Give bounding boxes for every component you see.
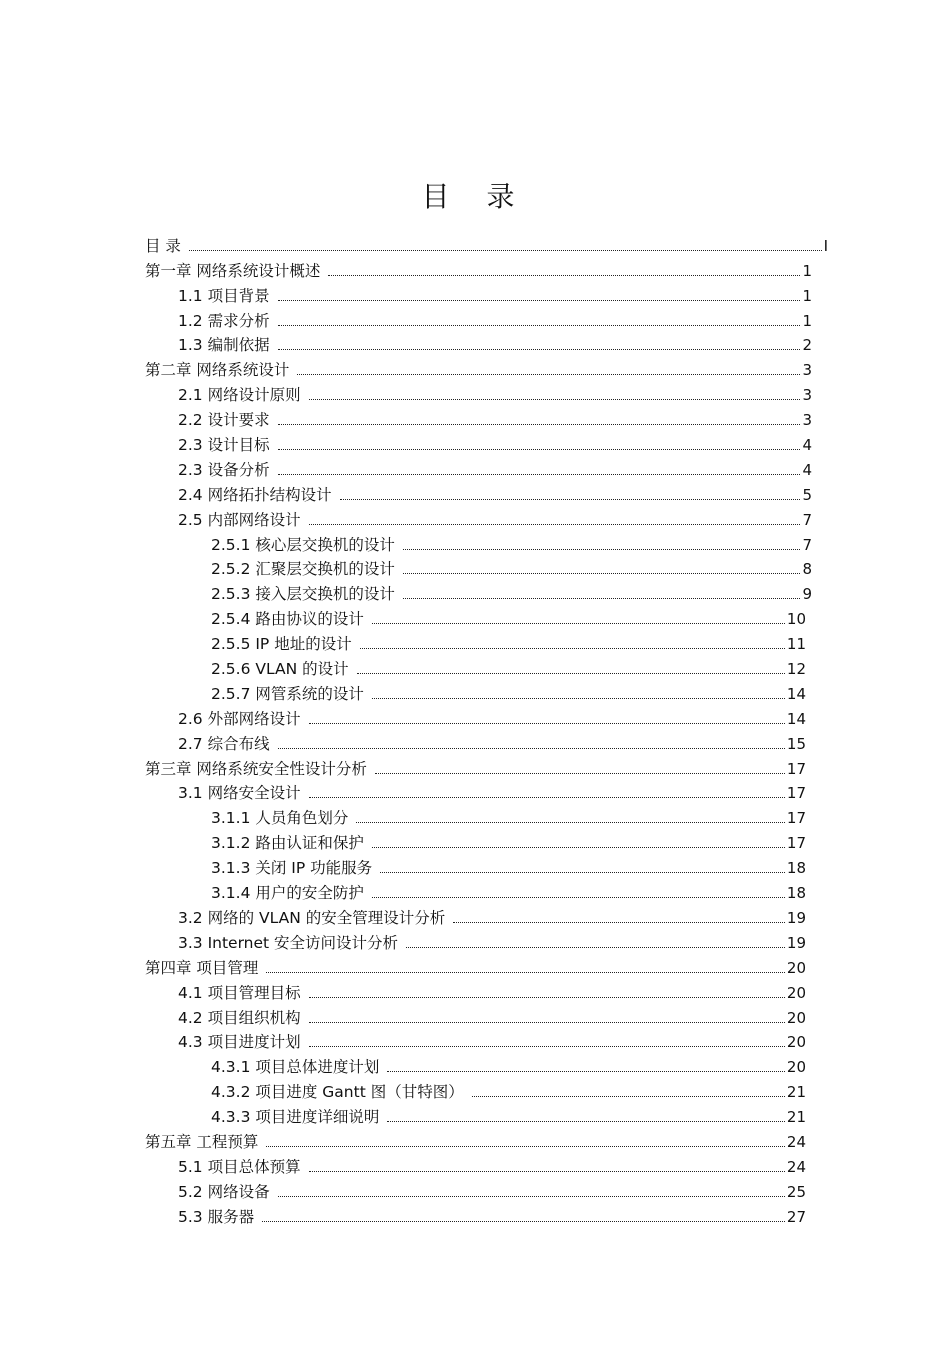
dot-leader — [406, 947, 785, 948]
toc-entry-label: 3.2 网络的 VLAN 的安全管理设计分析 — [178, 908, 446, 927]
toc-entry-page-number: I — [823, 236, 828, 255]
toc-entry-label: 3.1.3 关闭 IP 功能服务 — [211, 859, 373, 878]
toc-entry[interactable] — [211, 604, 806, 629]
dot-leader — [266, 1146, 784, 1147]
toc-entry-label: 目 录 — [145, 236, 181, 255]
toc-entry-page-number: 20 — [786, 1058, 806, 1077]
dot-leader — [278, 424, 801, 425]
toc-entry-label: 2.5.2 汇聚层交换机的设计 — [211, 560, 395, 579]
toc-entry[interactable] — [211, 654, 806, 679]
toc-entry-page-number: 1 — [802, 286, 812, 305]
dot-leader — [278, 300, 801, 301]
toc-entry-label: 4.2 项目组织机构 — [178, 1008, 301, 1027]
page-title: 目 录 — [421, 179, 529, 213]
dot-leader — [357, 673, 785, 674]
dot-leader — [297, 374, 800, 375]
toc-entry-label: 第五章 工程预算 — [145, 1132, 259, 1151]
toc-entry[interactable] — [178, 430, 812, 455]
dot-leader — [387, 1071, 785, 1072]
toc-entry-page-number: 14 — [786, 684, 806, 703]
toc-entry-page-number: 11 — [786, 635, 806, 654]
toc-entry-label: 3.1.4 用户的安全防护 — [211, 884, 364, 903]
toc-entry-label: 2.5.1 核心层交换机的设计 — [211, 535, 395, 554]
toc-entry-label: 5.1 项目总体预算 — [178, 1157, 301, 1176]
toc-entry[interactable] — [178, 1177, 806, 1202]
toc-entry[interactable] — [178, 928, 806, 953]
toc-entry[interactable] — [178, 978, 806, 1003]
toc-entry-page-number: 1 — [802, 311, 812, 330]
toc-entry-label: 第四章 项目管理 — [145, 958, 259, 977]
dot-leader — [340, 499, 801, 500]
toc-entry-page-number: 19 — [786, 908, 806, 927]
dot-leader — [356, 822, 785, 823]
toc-entry-page-number: 12 — [786, 660, 806, 679]
toc-entry-page-number: 9 — [802, 585, 812, 604]
toc-entry-label: 4.3.2 项目进度 Gantt 图（甘特图） — [211, 1083, 464, 1102]
toc-entry-label: 2.5.5 IP 地址的设计 — [211, 635, 352, 654]
toc-entry[interactable] — [178, 455, 812, 480]
toc-entry[interactable] — [178, 903, 806, 928]
dot-leader — [387, 1121, 785, 1122]
toc-entry-label: 2.3 设备分析 — [178, 460, 270, 479]
toc-entry-page-number: 17 — [786, 784, 806, 803]
toc-entry[interactable] — [178, 1003, 806, 1028]
toc-entry[interactable] — [211, 1077, 806, 1102]
toc-entry-page-number: 3 — [802, 411, 812, 430]
toc-entry[interactable] — [211, 828, 806, 853]
toc-entry-page-number: 20 — [786, 983, 806, 1002]
toc-entry-label: 3.1.2 路由认证和保护 — [211, 834, 364, 853]
table-of-contents — [0, 231, 950, 1227]
toc-entry-label: 5.3 服务器 — [178, 1207, 255, 1226]
toc-entry-page-number: 20 — [786, 1033, 806, 1052]
toc-entry[interactable] — [211, 1102, 806, 1127]
toc-entry[interactable] — [178, 1028, 806, 1053]
dot-leader — [360, 648, 785, 649]
toc-entry[interactable] — [145, 754, 806, 779]
dot-leader — [309, 524, 801, 525]
dot-leader — [309, 1171, 785, 1172]
toc-entry-label: 2.5.7 网管系统的设计 — [211, 684, 364, 703]
dot-leader — [309, 997, 785, 998]
toc-entry[interactable] — [211, 1052, 806, 1077]
toc-entry[interactable] — [145, 231, 828, 256]
toc-entry-page-number: 20 — [786, 958, 806, 977]
toc-entry-page-number: 7 — [802, 510, 812, 529]
dot-leader — [278, 474, 801, 475]
toc-entry-page-number: 19 — [786, 933, 806, 952]
toc-entry-label: 3.1 网络安全设计 — [178, 784, 301, 803]
toc-entry[interactable] — [211, 679, 806, 704]
toc-entry-label: 3.1.1 人员角色划分 — [211, 809, 349, 828]
toc-entry-page-number: 4 — [802, 436, 812, 455]
dot-leader — [375, 773, 785, 774]
toc-entry-page-number: 17 — [786, 759, 806, 778]
toc-entry-page-number: 17 — [786, 809, 806, 828]
toc-entry[interactable] — [211, 530, 812, 555]
dot-leader — [278, 325, 801, 326]
toc-entry[interactable] — [178, 306, 812, 331]
dot-leader — [262, 1221, 785, 1222]
dot-leader — [453, 922, 785, 923]
toc-entry[interactable] — [145, 256, 812, 281]
toc-entry-page-number: 18 — [786, 884, 806, 903]
toc-entry-label: 2.5.4 路由协议的设计 — [211, 610, 364, 629]
toc-entry[interactable] — [178, 480, 812, 505]
toc-entry[interactable] — [178, 380, 812, 405]
dot-leader — [309, 1046, 785, 1047]
dot-leader — [372, 623, 785, 624]
toc-entry-label: 2.1 网络设计原则 — [178, 386, 301, 405]
dot-leader — [278, 748, 785, 749]
toc-entry-page-number: 15 — [786, 734, 806, 753]
toc-entry-label: 2.2 设计要求 — [178, 411, 270, 430]
toc-entry[interactable] — [178, 704, 806, 729]
dot-leader — [309, 399, 801, 400]
dot-leader — [380, 872, 785, 873]
dot-leader — [278, 1196, 785, 1197]
toc-entry[interactable] — [211, 803, 806, 828]
toc-entry-page-number: 4 — [802, 460, 812, 479]
toc-entry[interactable] — [211, 853, 806, 878]
dot-leader — [278, 349, 801, 350]
dot-leader — [403, 573, 801, 574]
toc-entry-label: 1.3 编制依据 — [178, 336, 270, 355]
toc-entry-page-number: 17 — [786, 834, 806, 853]
toc-entry-label: 1.2 需求分析 — [178, 311, 270, 330]
toc-entry-page-number: 3 — [802, 386, 812, 405]
toc-entry-label: 4.3 项目进度计划 — [178, 1033, 301, 1052]
toc-entry-label: 4.1 项目管理目标 — [178, 983, 301, 1002]
toc-entry-label: 2.5 内部网络设计 — [178, 510, 301, 529]
toc-entry[interactable] — [178, 505, 812, 530]
toc-entry[interactable] — [178, 331, 812, 356]
toc-entry-label: 5.2 网络设备 — [178, 1182, 270, 1201]
dot-leader — [309, 797, 785, 798]
toc-entry-label: 第一章 网络系统设计概述 — [145, 261, 321, 280]
toc-entry-page-number: 3 — [802, 361, 812, 380]
toc-entry[interactable] — [178, 779, 806, 804]
dot-leader — [328, 275, 800, 276]
dot-leader — [309, 723, 785, 724]
dot-leader — [189, 250, 822, 251]
toc-entry[interactable] — [178, 1152, 806, 1177]
dot-leader — [309, 1022, 785, 1023]
toc-entry[interactable] — [145, 1127, 806, 1152]
dot-leader — [372, 897, 785, 898]
toc-entry-label: 第二章 网络系统设计 — [145, 361, 290, 380]
toc-entry-page-number: 8 — [802, 560, 812, 579]
toc-entry-page-number: 24 — [786, 1132, 806, 1151]
dot-leader — [278, 449, 801, 450]
toc-entry-label: 2.5.3 接入层交换机的设计 — [211, 585, 395, 604]
toc-entry-page-number: 14 — [786, 709, 806, 728]
dot-leader — [372, 698, 785, 699]
toc-entry-page-number: 24 — [786, 1157, 806, 1176]
toc-entry[interactable] — [145, 355, 812, 380]
toc-entry-page-number: 18 — [786, 859, 806, 878]
dot-leader — [403, 598, 801, 599]
toc-entry-page-number: 21 — [786, 1083, 806, 1102]
toc-entry[interactable] — [178, 1202, 806, 1227]
toc-entry[interactable] — [178, 281, 812, 306]
toc-entry[interactable] — [178, 405, 812, 430]
toc-entry-page-number: 5 — [802, 485, 812, 504]
toc-entry-label: 3.3 Internet 安全访问设计分析 — [178, 933, 399, 952]
toc-entry-page-number: 2 — [802, 336, 812, 355]
toc-entry[interactable] — [211, 878, 806, 903]
dot-leader — [472, 1096, 785, 1097]
toc-entry[interactable] — [211, 555, 812, 580]
toc-entry[interactable] — [211, 629, 806, 654]
toc-entry-label: 4.3.3 项目进度详细说明 — [211, 1108, 380, 1127]
dot-leader — [266, 972, 784, 973]
dot-leader — [372, 847, 785, 848]
toc-entry-label: 2.4 网络拓扑结构设计 — [178, 485, 332, 504]
toc-entry[interactable] — [145, 953, 806, 978]
toc-entry-label: 2.3 设计目标 — [178, 436, 270, 455]
toc-entry-page-number: 21 — [786, 1108, 806, 1127]
toc-entry-label: 4.3.1 项目总体进度计划 — [211, 1058, 380, 1077]
dot-leader — [403, 549, 801, 550]
toc-entry-label: 2.5.6 VLAN 的设计 — [211, 660, 349, 679]
toc-entry-label: 第三章 网络系统安全性设计分析 — [145, 759, 367, 778]
toc-entry-label: 2.7 综合布线 — [178, 734, 270, 753]
toc-entry-label: 2.6 外部网络设计 — [178, 709, 301, 728]
toc-entry-page-number: 20 — [786, 1008, 806, 1027]
toc-entry-page-number: 1 — [802, 261, 812, 280]
toc-entry-label: 1.1 项目背景 — [178, 286, 270, 305]
toc-entry-page-number: 10 — [786, 610, 806, 629]
toc-entry-page-number: 27 — [786, 1207, 806, 1226]
toc-entry-page-number: 7 — [802, 535, 812, 554]
toc-entry-page-number: 25 — [786, 1182, 806, 1201]
toc-entry[interactable] — [211, 579, 812, 604]
toc-entry[interactable] — [178, 729, 806, 754]
